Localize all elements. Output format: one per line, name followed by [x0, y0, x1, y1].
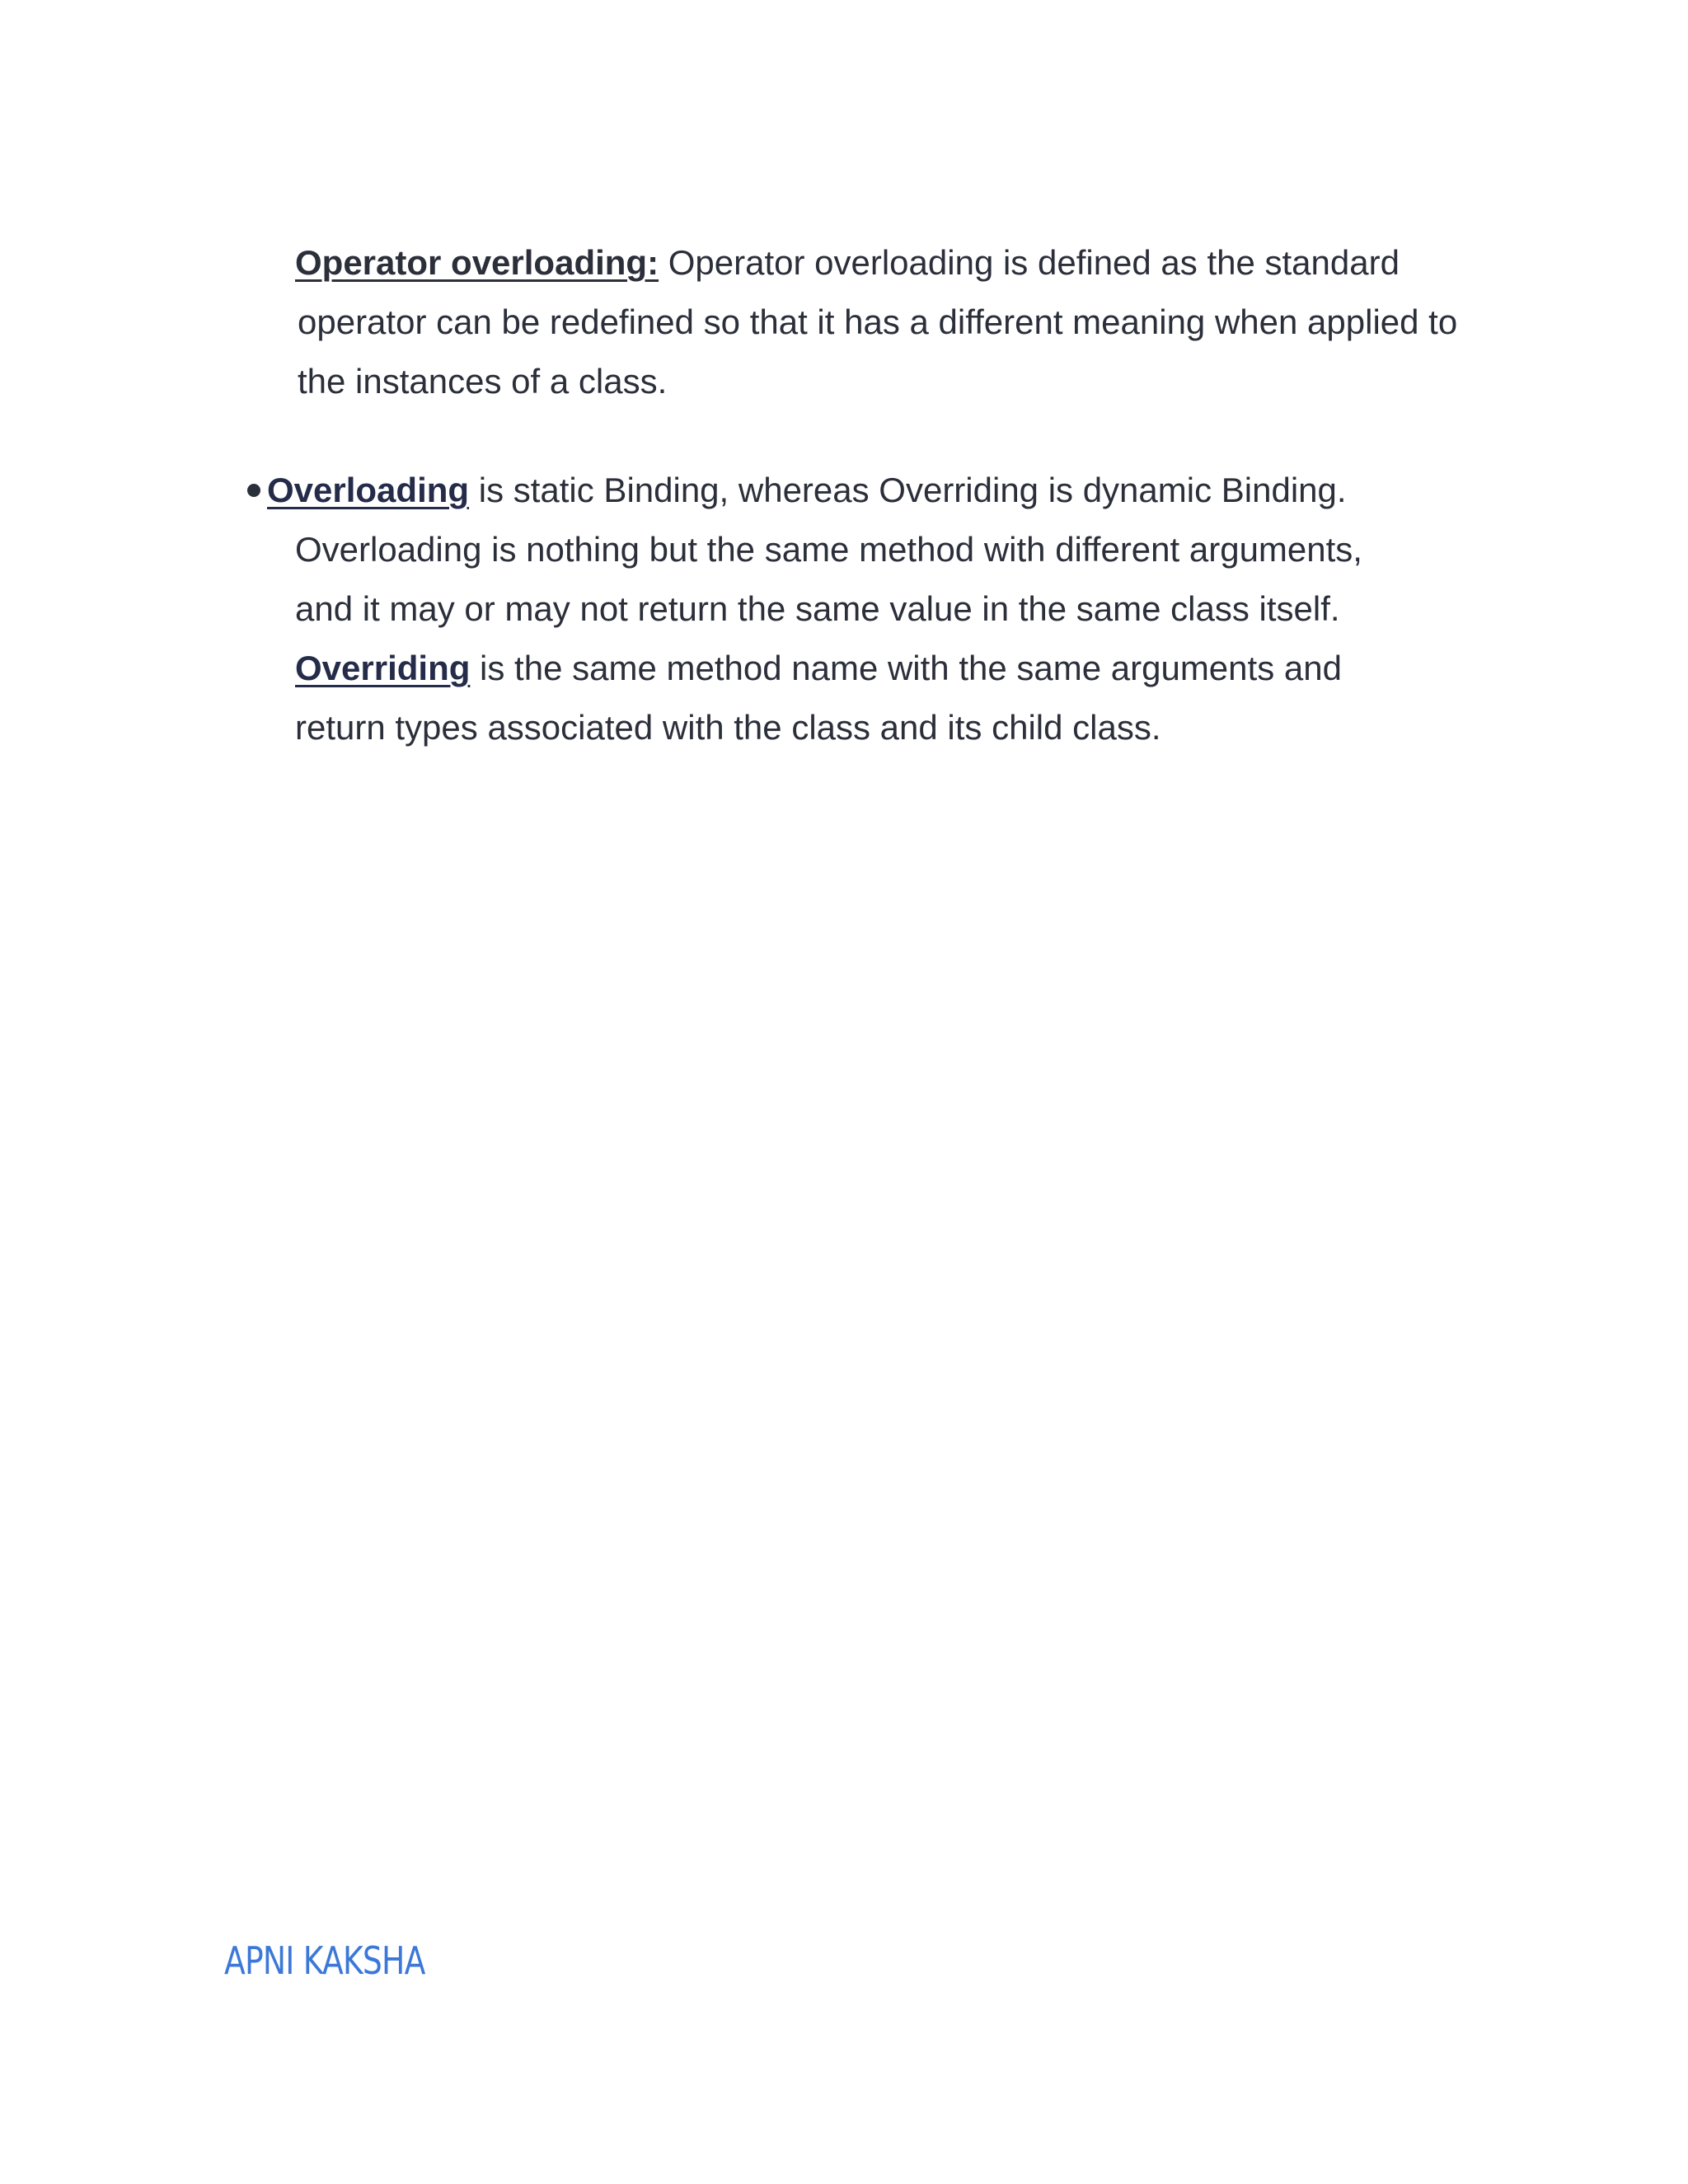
paragraph-line — [295, 233, 1498, 293]
overloading-term: Overloading — [267, 471, 470, 509]
footer-brand-logo: APNI KAKSHA — [224, 1938, 425, 1983]
overloading-overriding-bullet — [247, 461, 1517, 757]
bullet-text: is the same method name with the same arguments and — [470, 649, 1342, 687]
paragraph-line: operator can be redefined so that it has a different meaning when applied to — [298, 302, 1458, 341]
bullet-text: is static Binding, whereas Overriding is dynamic Binding. — [469, 471, 1347, 509]
operator-overloading-paragraph — [295, 233, 1498, 411]
bullet-line: and it may or may not return the same value in the same class itself. — [295, 589, 1340, 628]
bullet-line: return types associated with the class and its child class. — [295, 708, 1161, 747]
bullet-icon — [247, 484, 260, 497]
bullet-line: Overloading is nothing but the same method with different arguments, — [295, 530, 1362, 569]
paragraph-text: Operator overloading is defined as the standard — [659, 243, 1400, 282]
bullet-line — [247, 461, 1517, 520]
overriding-term: Overriding — [295, 649, 471, 687]
paragraph-line: the instances of a class. — [298, 362, 668, 401]
operator-overloading-term: Operator overloading: — [295, 243, 659, 282]
bullet-line — [247, 639, 1517, 698]
